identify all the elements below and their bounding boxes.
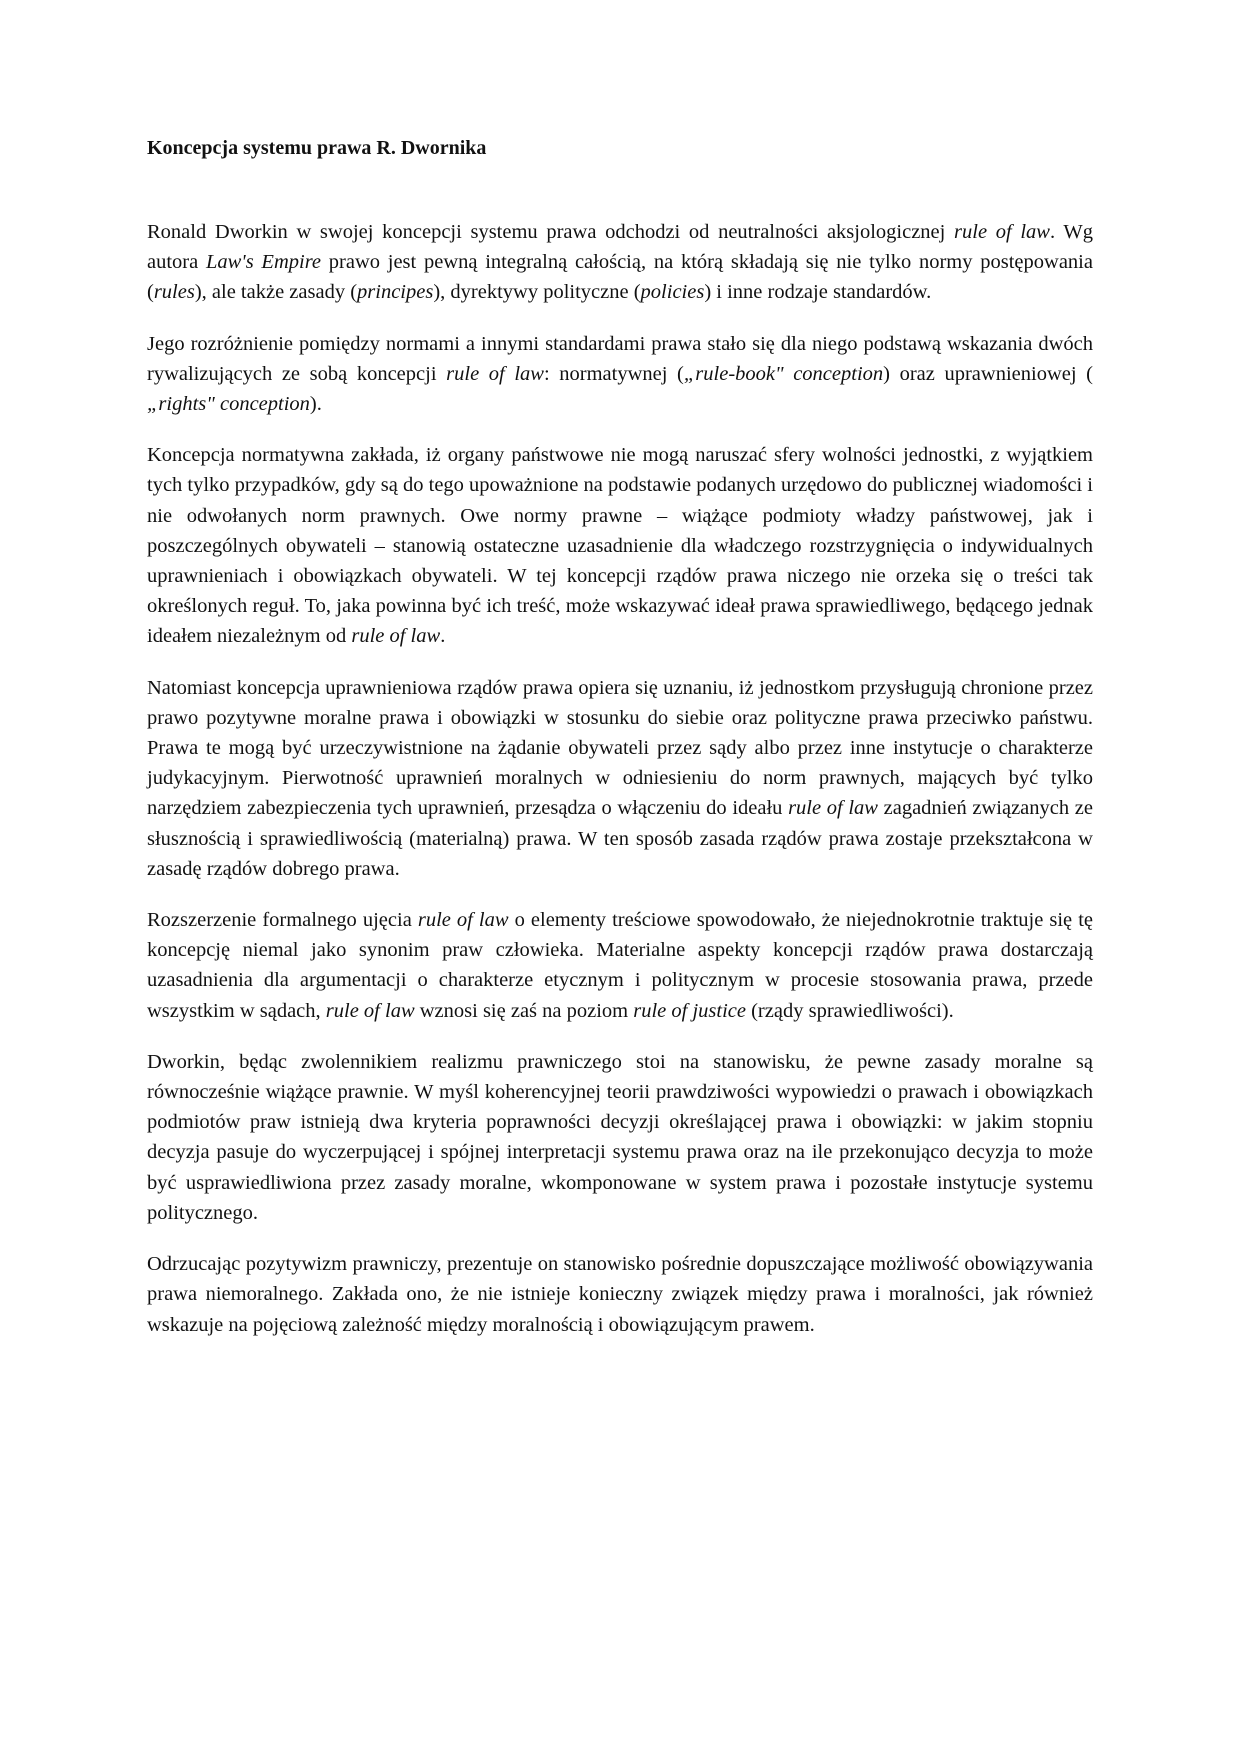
text-segment: Jego rozróżnienie pomiędzy normami a innymi standardami prawa stało się dla niego podstawą wskazania dwóch rywalizujących ze sobą koncepcji	[147, 332, 1093, 385]
text-segment: : normatywnej (	[543, 362, 684, 385]
text-segment: prawo jest pewną integralną całością, na którą składają się nie tylko normy postępowania (	[147, 251, 1093, 304]
document-body	[147, 217, 1093, 1340]
italic-term: principes	[357, 281, 434, 304]
document-title: Koncepcja systemu prawa R. Dwornika	[147, 137, 487, 159]
text-segment: ), ale także zasady (	[194, 281, 358, 304]
italic-term: rules	[153, 281, 195, 304]
text-segment: .	[440, 625, 446, 648]
text-segment: Natomiast koncepcja uprawnieniowa rządów prawa opiera się uznaniu, iż jednostkom przysługują chronione przez prawo pozytywne moralne prawa i obowiązki w stosunku do siebie oraz polityczne prawa przeciwko państwu. Prawa te mogą być urzeczywistnione na żądanie obywateli przez sądy albo przez inne instytucje o charakterze judykacyjnym. Pierwotność uprawnień moralnych w odniesieniu do norm prawnych, mających być tylko narzędziem zabezpieczenia tych uprawnień, przesądza o włączeniu do ideału	[147, 676, 1093, 820]
italic-term: rule of justice	[633, 999, 746, 1022]
italic-term: rule of law	[788, 797, 878, 820]
text-segment: (rządy sprawiedliwości).	[745, 999, 954, 1022]
paragraph	[147, 905, 1093, 1026]
text-segment: wznosi się zaś na poziom	[414, 999, 634, 1022]
italic-term: rule of law	[446, 362, 544, 385]
paragraph	[147, 217, 1093, 308]
italic-term: „rule-book" conception	[683, 362, 884, 385]
paragraph	[147, 1249, 1093, 1340]
italic-term: „rights" conception	[147, 393, 310, 416]
text-segment: Odrzucając pozytywizm prawniczy, prezentuje on stanowisko pośrednie dopuszczające możliwość obowiązywania prawa niemoralnego. Zakłada ono, że nie istnieje konieczny związek między prawa i moralności, jak również wskazuje na pojęciową zależność między moralnością i obowiązującym prawem.	[147, 1253, 1093, 1336]
text-segment: zagadnień związanych ze słusznością i sprawiedliwością (materialną) prawa. W ten sposób zasada rządów prawa zostaje przekształcona w zasadę rządów dobrego prawa.	[147, 797, 1093, 880]
italic-term: policies	[640, 281, 705, 304]
text-segment: ), dyrektywy polityczne (	[433, 281, 641, 304]
paragraph	[147, 440, 1093, 651]
text-segment: o elementy treściowe spowodowało, że niejednokrotnie traktuje się tę koncepcję niemal jako synonim praw człowieka. Materialne aspekty koncepcji rządów prawa dostarczają uzasadnienia dla argumentacji o charakterze etycznym i politycznym w procesie stosowania prawa, przede wszystkim w sądach,	[147, 909, 1094, 1022]
text-segment: Rozszerzenie formalnego ujęcia	[147, 909, 418, 932]
document-page	[147, 134, 1093, 1361]
text-segment: Koncepcja normatywna zakłada, iż organy państwowe nie mogą naruszać sfery wolności jednostki, z wyjątkiem tych tylko przypadków, gdy są do tego upoważnione na podstawie podanych urzędowo do publicznej wiadomości i nie odwołanych norm prawnych. Owe normy prawne – wiążące podmioty władzy państwowej, jak i poszczególnych obywateli – stanowią ostateczne uzasadnienie dla władczego rozstrzygnięcia o indywidualnych uprawnieniach i obowiązkach obywateli. W tej koncepcji rządów prawa niczego nie orzeka się o treści tak określonych reguł. To, jaka powinna być ich treść, może wskazywać ideał prawa sprawiedliwego, będącego jednak ideałem niezależnym od	[147, 444, 1093, 648]
italic-term: rule of law	[351, 625, 441, 648]
text-segment: ) i inne rodzaje standardów.	[704, 281, 932, 304]
text-segment: Dworkin, będąc zwolennikiem realizmu prawniczego stoi na stanowisku, że pewne zasady moralne są równocześnie wiążące prawnie. W myśl koherencyjnej teorii prawdziwości wypowiedzi o prawach i obowiązkach podmiotów praw istnieją dwa kryteria poprawności decyzji określającej prawa i obowiązki: w jakim stopniu decyzja pasuje do wyczerpującej i spójnej interpretacji systemu prawa oraz na ile przekonująco decyzja to może być usprawiedliwiona przez zasady moralne, wkomponowane w system prawa i pozostałe instytucje systemu politycznego.	[147, 1050, 1093, 1224]
paragraph	[147, 329, 1093, 420]
paragraph	[147, 673, 1093, 884]
text-segment: Ronald Dworkin w swojej koncepcji systemu prawa odchodzi od neutralności aksjologicznej	[147, 221, 955, 243]
italic-term: rule of law	[325, 999, 415, 1022]
paragraph	[147, 1047, 1093, 1228]
italic-term: Law's Empire	[205, 251, 322, 274]
italic-term: rule of law	[954, 221, 1050, 243]
text-segment: . Wg autora	[147, 221, 1093, 274]
text-segment: ) oraz uprawnieniowej (	[883, 362, 1093, 385]
italic-term: rule of law	[417, 909, 509, 932]
text-segment: ).	[309, 393, 322, 416]
